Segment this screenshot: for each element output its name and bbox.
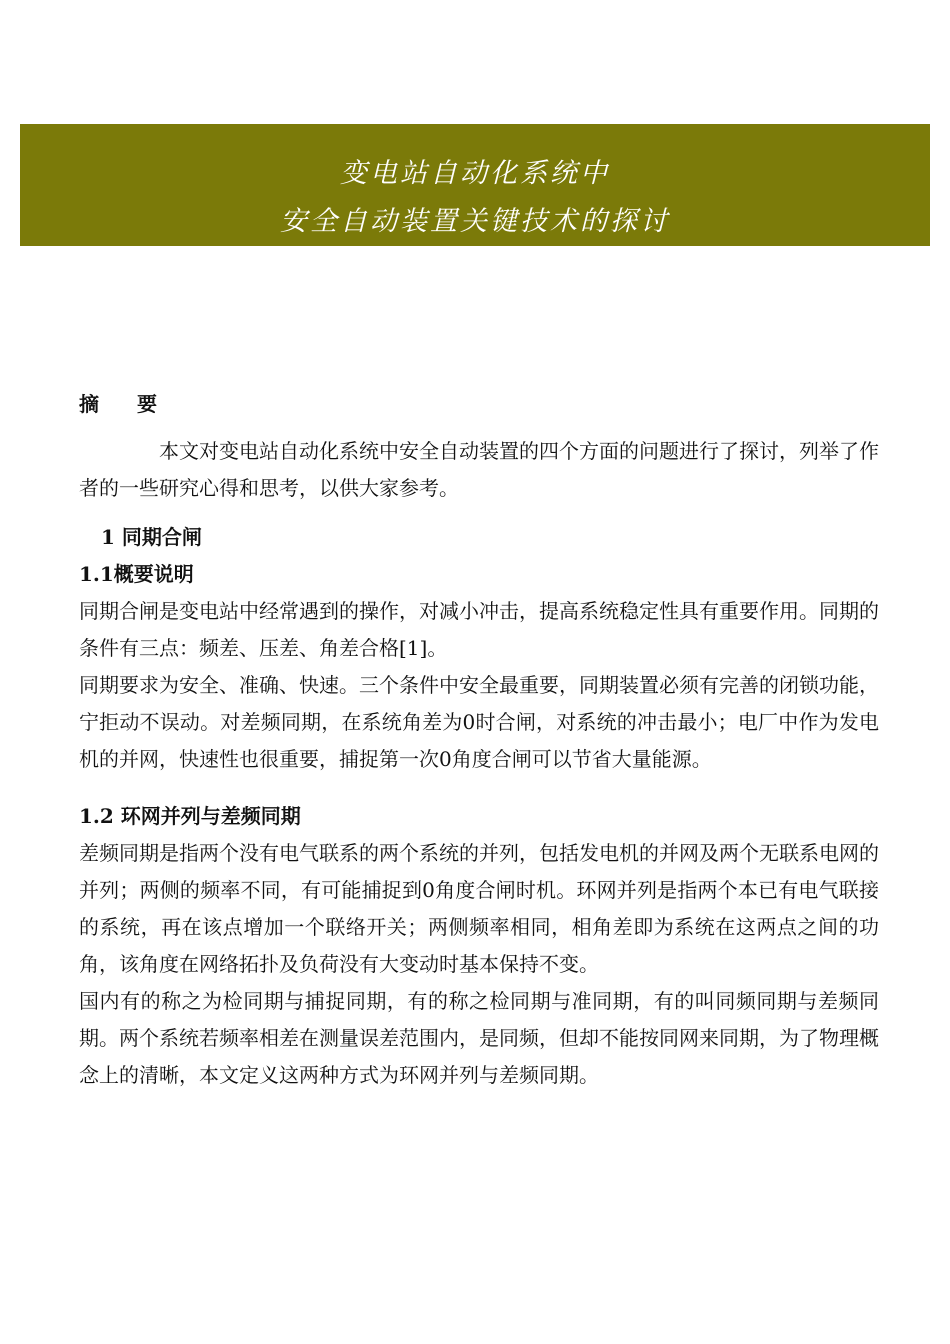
title-line-1: 变电站自动化系统中 (340, 158, 610, 189)
abstract-heading-part1: 摘 (79, 392, 99, 416)
abstract-heading (79, 386, 879, 423)
section-1-heading: 1 同期合闸 (101, 525, 202, 549)
section-1-2-paragraph-1: 差频同期是指两个没有电气联系的两个系统的并列，包括发电机的并网及两个无联系电网的并列；两侧的频率不同，有可能捕捉到0角度合闸时机。环网并列是指两个本已有电气联接的系统，再在该点增加一个联络开关；两侧频率相同，相角差即为系统在这两点之间的功角，该角度在网络拓扑及负荷没有大变动时基本保持不变。 (79, 841, 879, 976)
document-body (79, 386, 879, 1094)
abstract-heading-part2: 要 (137, 392, 157, 416)
title-banner (20, 124, 930, 246)
section-1-1-heading: 1.1概要说明 (79, 562, 194, 586)
section-1-1-paragraph-2: 同期要求为安全、准确、快速。三个条件中安全最重要，同期装置必须有完善的闭锁功能，宁拒动不误动。对差频同期，在系统角差为0时合闸，对系统的冲击最小；电厂中作为发电机的并网，快速性也很重要，捕捉第一次0角度合闸可以节省大量能源。 (79, 673, 879, 771)
abstract-text: 本文对变电站自动化系统中安全自动装置的四个方面的问题进行了探讨，列举了作者的一些研究心得和思考，以供大家参考。 (79, 439, 879, 500)
section-1-2-paragraph-2: 国内有的称之为检同期与捕捉同期，有的称之检同期与准同期，有的叫同频同期与差频同期。两个系统若频率相差在测量误差范围内，是同频，但却不能按同网来同期，为了物理概念上的清晰，本文定义这两种方式为环网并列与差频同期。 (79, 989, 879, 1087)
section-1-1-paragraph-1: 同期合闸是变电站中经常遇到的操作，对减小冲击，提高系统稳定性具有重要作用。同期的条件有三点：频差、压差、角差合格[1]。 (79, 599, 879, 660)
title-line-2: 安全自动装置关键技术的探讨 (280, 206, 670, 237)
section-1-2-heading: 1.2 环网并列与差频同期 (79, 804, 301, 828)
